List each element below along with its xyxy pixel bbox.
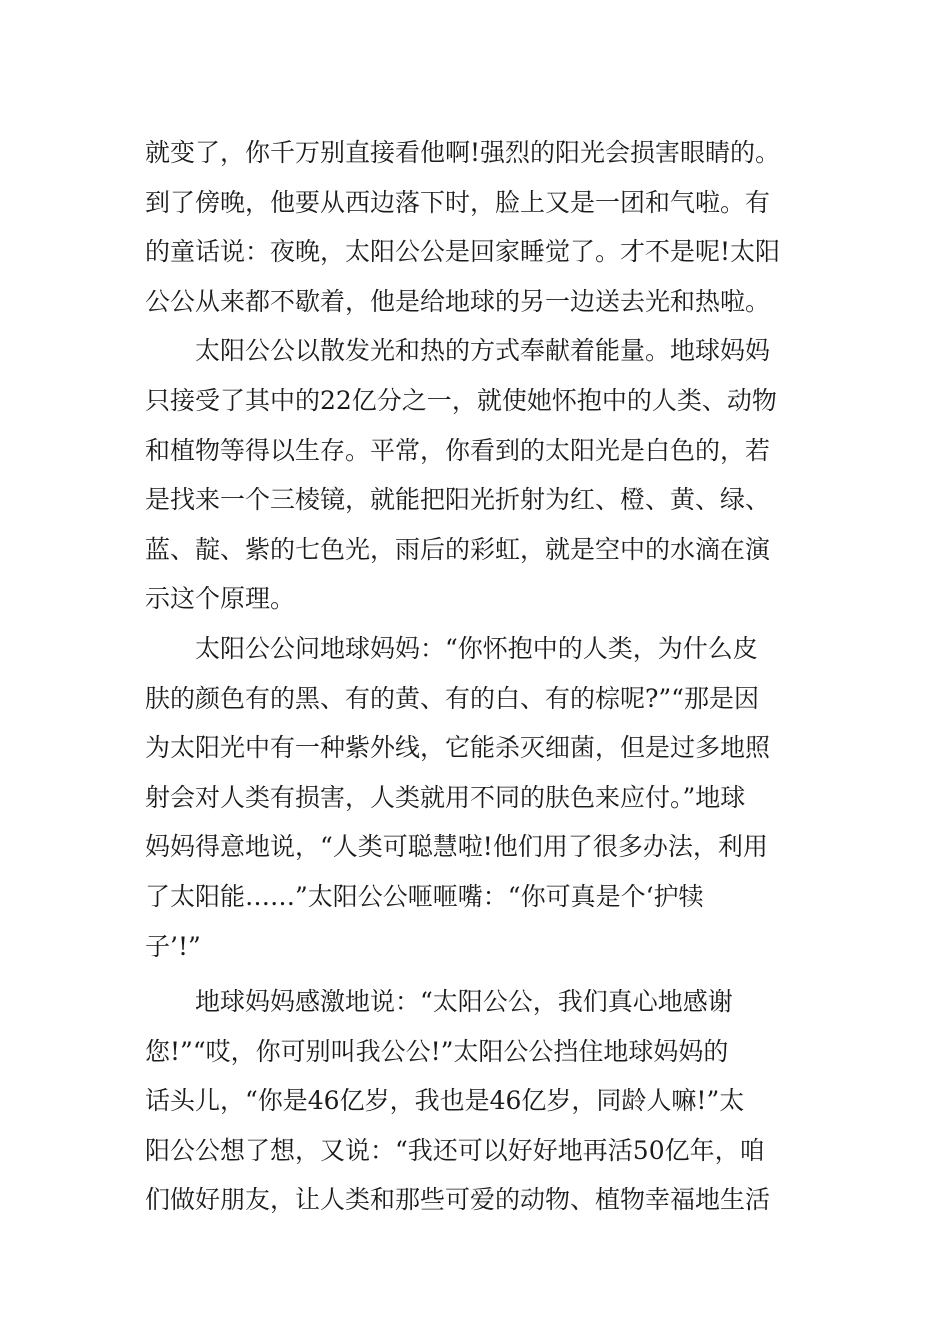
text-line: 射会对人类有损害，人类就用不同的肤色来应付。”地球 [145, 782, 746, 812]
text-line: 地球妈妈感激地说：“太阳公公，我们真心地感谢 [145, 987, 733, 1017]
text-line: 您!”“哎，你可别叫我公公!”太阳公公挡住地球妈妈的 [145, 1036, 729, 1066]
text-line: 公公从来都不歇着，他是给地球的另一边送去光和热啦。 [145, 286, 771, 316]
text-line: 太阳公公问地球妈妈：“你怀抱中的人类，为什么皮 [145, 633, 758, 663]
text-line: 到了傍晚，他要从西边落下时，脸上又是一团和气啦。有 [145, 187, 771, 217]
text-line: 了太阳能……”太阳公公咂咂嘴：“你可真是个‘护犊 [145, 881, 704, 911]
paragraph-4 [145, 977, 810, 1225]
text-line: 肤的颜色有的黑、有的黄、有的白、有的棕呢?”“那是因 [145, 683, 759, 713]
text-line: 只接受了其中的22亿分之一，就使她怀抱中的人类、动物 [145, 385, 777, 415]
text-line: 蓝、靛、紫的七色光，雨后的彩虹，就是空中的水滴在演 [145, 534, 771, 564]
document-page [145, 128, 810, 1225]
text-line: 妈妈得意地说，“人类可聪慧啦!他们用了很多办法，利用 [145, 832, 768, 862]
text-line: 就变了，你千万别直接看他啊!强烈的阳光会损害眼睛的。 [145, 138, 781, 167]
text-line: 示这个原理。 [145, 584, 296, 614]
text-line: 话头儿，“你是46亿岁，我也是46亿岁，同龄人嘛!”太 [145, 1086, 745, 1116]
text-line: 阳公公想了想，又说：“我还可以好好地再活50亿年，咱 [145, 1135, 765, 1165]
text-line: 是找来一个三棱镜，就能把阳光折射为红、橙、黄、绿、 [145, 485, 771, 515]
paragraph-1 [145, 128, 810, 326]
text-line: 为太阳光中有一种紫外线，它能杀灭细菌，但是过多地照 [145, 733, 771, 763]
paragraph-2 [145, 326, 810, 624]
text-line: 和植物等得以生存。平常，你看到的太阳光是白色的，若 [145, 435, 771, 465]
text-line: 的童话说：夜晚，太阳公公是回家睡觉了。才不是呢!太阳 [145, 237, 781, 267]
text-line: 们做好朋友，让人类和那些可爱的动物、植物幸福地生活 [145, 1185, 771, 1215]
text-line: 太阳公公以散发光和热的方式奉献着能量。地球妈妈 [145, 336, 771, 366]
text-line: 子’!” [145, 931, 201, 961]
paragraph-3 [145, 624, 810, 971]
